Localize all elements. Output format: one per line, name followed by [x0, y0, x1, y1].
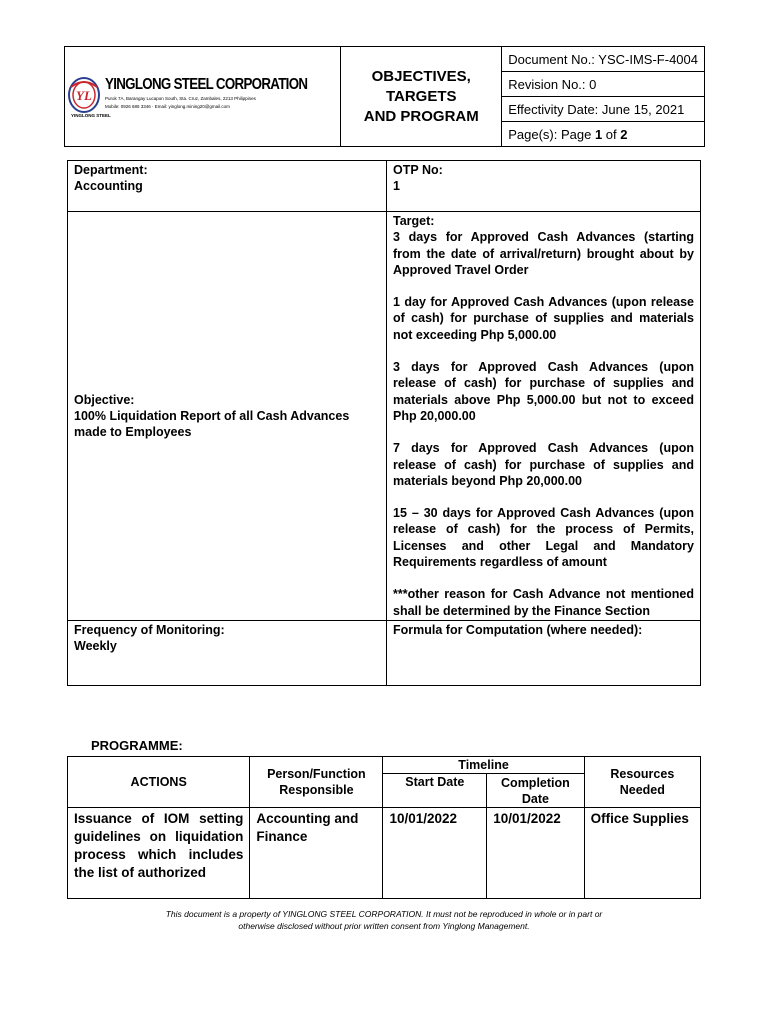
company-name: YINGLONG STEEL CORPORATION: [105, 75, 308, 93]
header-completion-date: Completion Date: [487, 774, 584, 808]
header-timeline: Timeline: [383, 757, 584, 774]
confidentiality-footer: [60, 909, 708, 932]
page-count: [502, 122, 705, 147]
target-label: Target:: [393, 214, 435, 228]
company-logo: [65, 48, 340, 146]
target-item: 3 days for Approved Cash Advances (starting from the date of arrival/return) brought about by Approved Travel Order: [393, 230, 694, 277]
department-label: Department:: [74, 163, 148, 177]
pages-prefix: Page(s): Page: [508, 126, 595, 142]
start-date-cell: 10/01/2022: [383, 808, 487, 899]
effectivity-date: Effectivity Date: June 15, 2021: [502, 97, 705, 122]
formula-label: Formula for Computation (where needed):: [393, 622, 643, 637]
objective-text: 100% Liquidation Report of all Cash Advances made to Employees: [74, 408, 350, 440]
footer-line-2: otherwise disclosed without prior written consent from Yinglong Management.: [238, 920, 530, 931]
frequency-value: Weekly: [74, 639, 117, 654]
target-item: 1 day for Approved Cash Advances (upon release of cash) for purchase of supplies and materials not exceeding Php 5,000.00: [393, 295, 694, 342]
completion-date-cell: 10/01/2022: [487, 808, 584, 899]
document-title: [341, 47, 502, 147]
header-start-date: Start Date: [383, 774, 487, 808]
svg-text:YL: YL: [76, 87, 92, 103]
department-value: Accounting: [74, 179, 143, 194]
document-header: [64, 46, 705, 147]
page-total: 2: [620, 126, 628, 142]
frequency-label: Frequency of Monitoring:: [74, 622, 225, 637]
footer-line-1: This document is a property of YINGLONG STEEL CORPORATION. It must not be reproduced in whole or in part or: [165, 909, 603, 919]
objective-cell: [68, 212, 387, 621]
revision-number: Revision No.: 0: [502, 72, 705, 97]
table-row: [68, 808, 701, 899]
resources-cell: Office Supplies: [584, 808, 700, 899]
department-cell: [68, 161, 387, 212]
logo-cell: [65, 47, 341, 147]
title-line-1: OBJECTIVES, TARGETS: [371, 67, 471, 105]
otp-table: [67, 160, 701, 686]
target-item: ***other reason for Cash Advance not mentioned shall be determined by the Finance Section: [393, 587, 694, 618]
otp-no-value: 1: [393, 179, 400, 194]
logo-caption: YINGLONG STEEL: [71, 112, 111, 118]
target-item: 7 days for Approved Cash Advances (upon release of cash) for purchase of supplies and materials beyond Php 20,000.00: [393, 441, 694, 488]
header-resources: Resources Needed: [584, 757, 700, 808]
pages-of: of: [602, 126, 621, 142]
objective-label: Objective:: [74, 392, 135, 407]
page-current: 1: [594, 126, 603, 142]
action-cell: [68, 808, 250, 899]
company-contact: Mobile: 0926 685 3346 · Email: yinglong.mining20@gmail.com: [105, 103, 230, 109]
company-address: Purok 7A, Barangay Lucapon South, Sta. Cruz, Zambales, 2213 Philippines: [105, 95, 256, 101]
document-number: Document No.: YSC-IMS-F-4004: [502, 47, 705, 72]
target-cell: [387, 212, 701, 621]
target-item: 3 days for Approved Cash Advances (upon release of cash) for purchase of supplies and materials above Php 5,000.00 but not to exceed Php 20,000.00: [393, 360, 694, 423]
programme-title: PROGRAMME:: [91, 738, 183, 753]
title-line-2: AND PROGRAM: [363, 107, 479, 125]
frequency-cell: [68, 620, 387, 685]
otp-no-cell: [387, 161, 701, 212]
header-person: Person/Function Responsible: [250, 757, 383, 808]
person-cell: Accounting and Finance: [250, 808, 383, 899]
target-item: 15 – 30 days for Approved Cash Advances (upon release of cash) for the process of Permits, Licenses and other Legal and Mandatory Requirements regardless of amount: [393, 506, 694, 570]
formula-cell: [387, 620, 701, 685]
otp-no-label: OTP No:: [393, 163, 443, 177]
action-text: Issuance of IOM setting guidelines on liquidation process which includes the list of authorized: [74, 811, 244, 880]
programme-table: [67, 756, 701, 899]
header-actions: ACTIONS: [68, 757, 250, 808]
